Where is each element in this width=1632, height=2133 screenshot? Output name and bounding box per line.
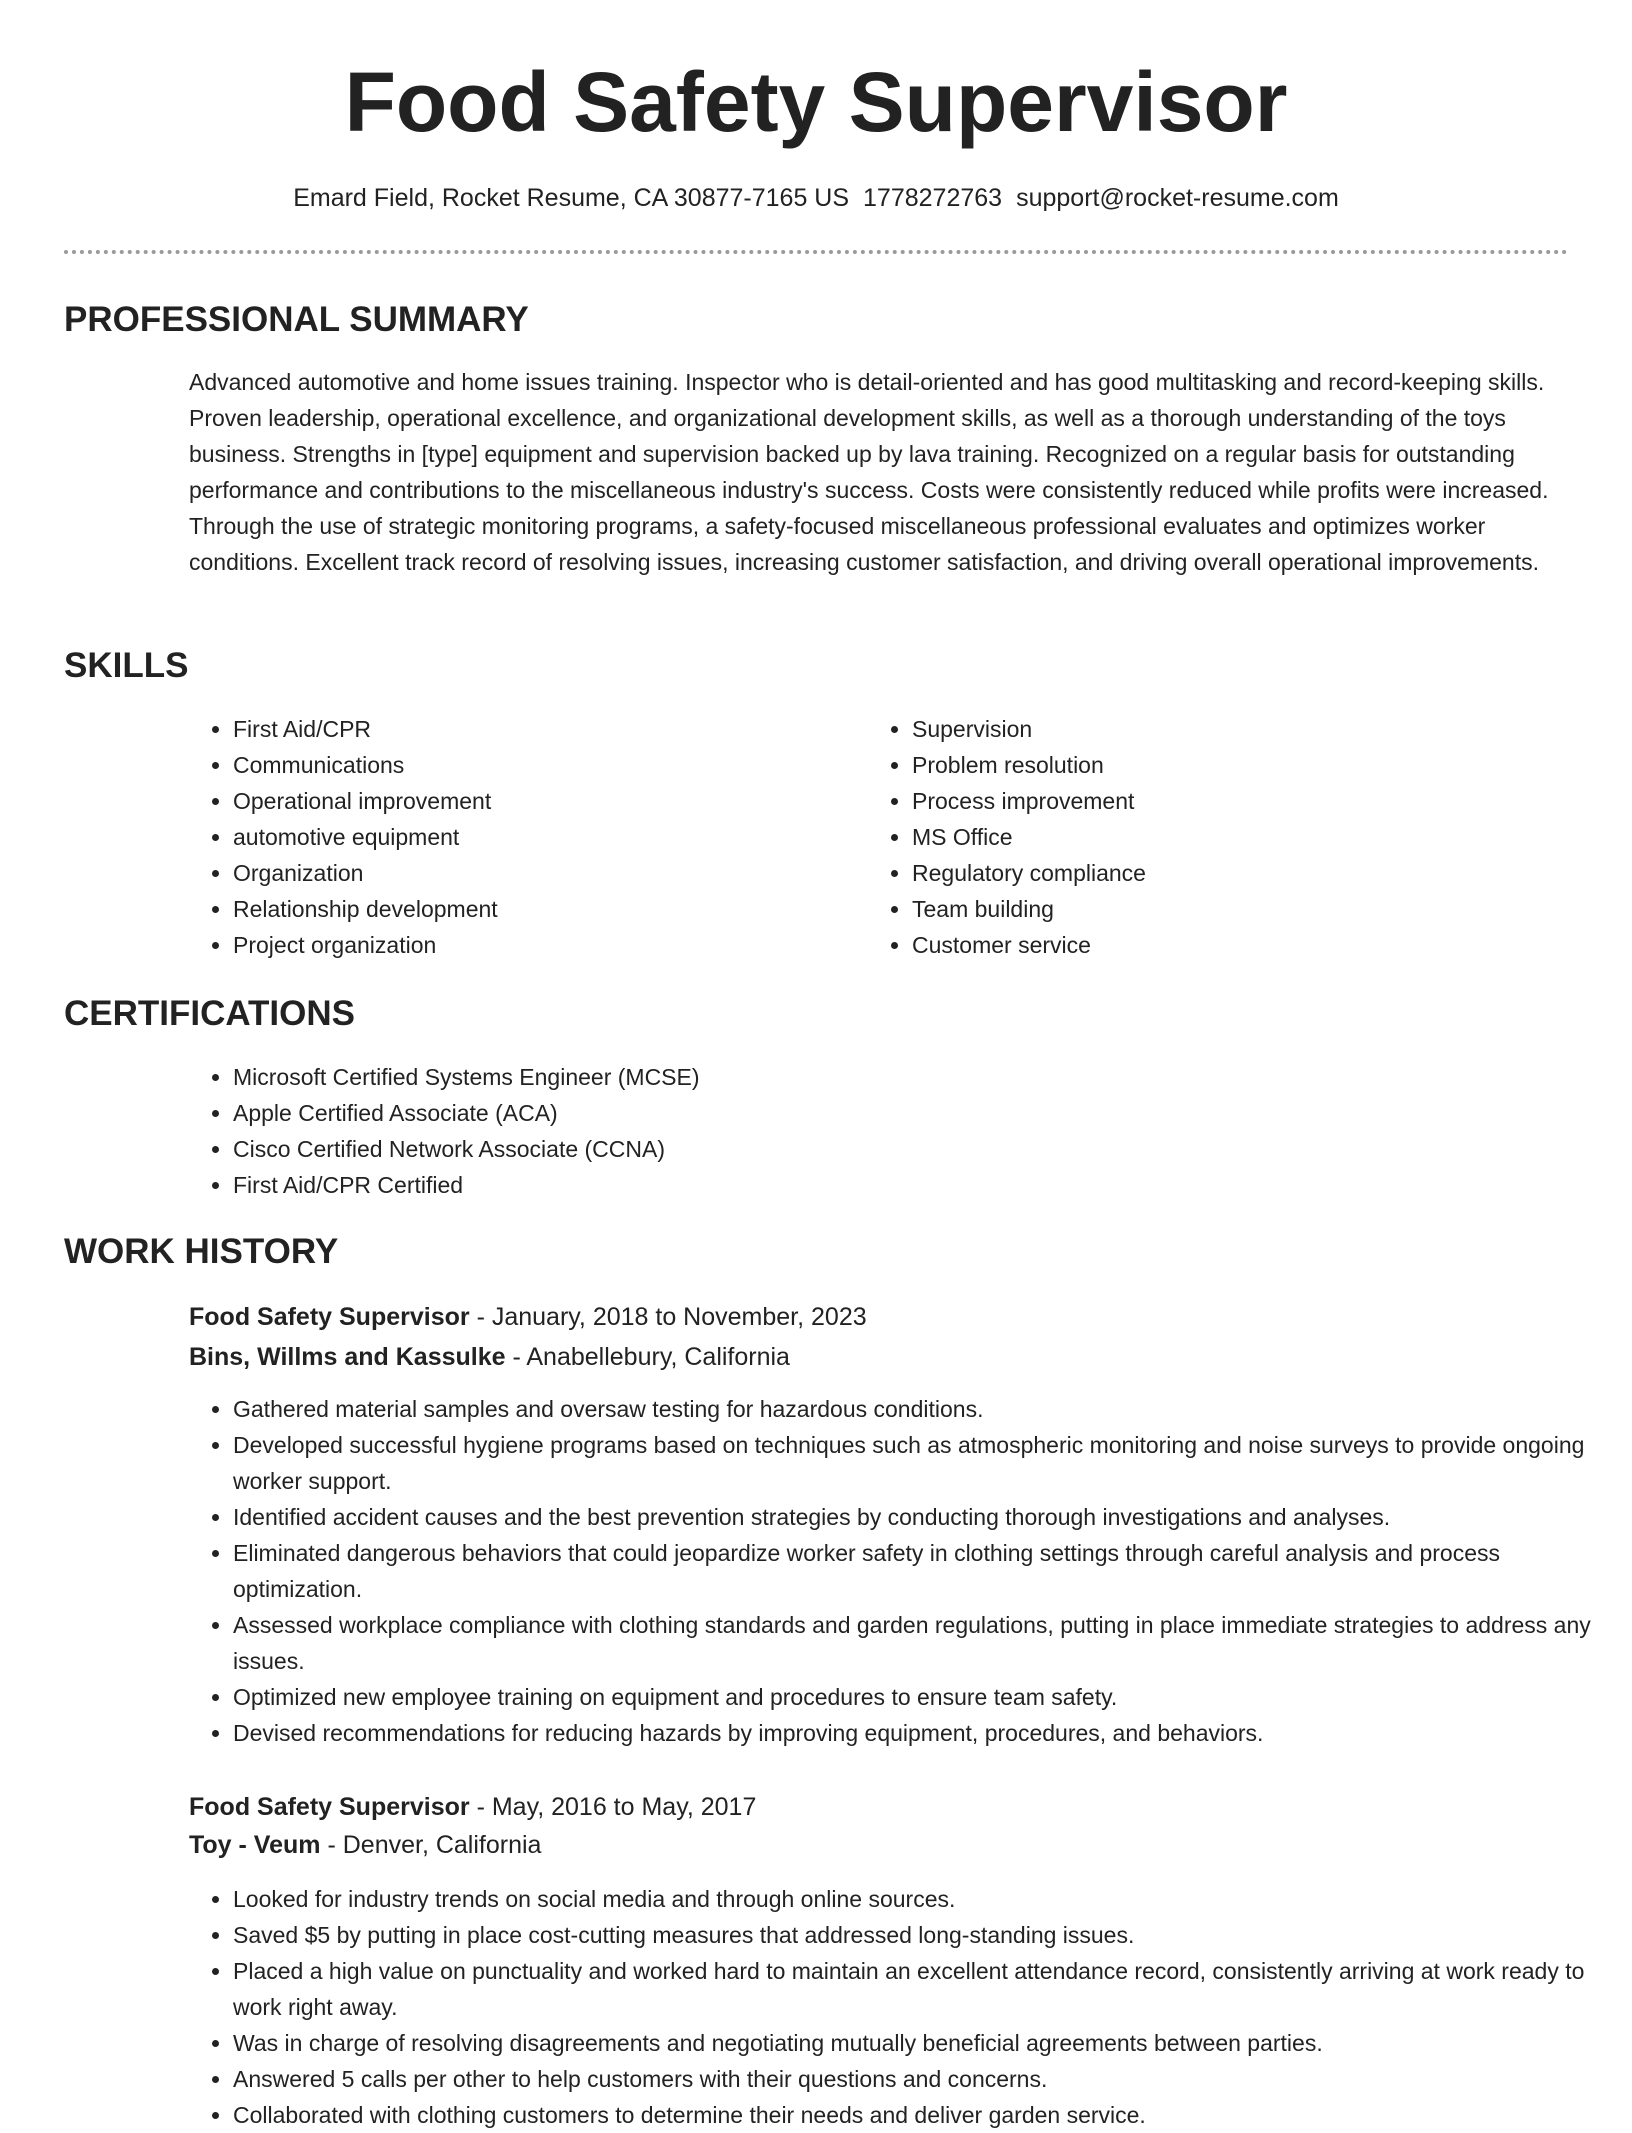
skill-item: • Customer service (912, 927, 1512, 963)
contact-line (0, 180, 1632, 216)
job-title: Food Safety Supervisor (189, 1793, 470, 1821)
resume-title: Food Safety Supervisor (344, 55, 1288, 149)
skill-item: • Project organization (233, 927, 833, 963)
contact-phone: 1778272763 (863, 184, 1003, 212)
skill-item: • Organization (233, 855, 833, 891)
certification-item: • First Aid/CPR Certified (233, 1167, 1533, 1203)
certification-item: • Apple Certified Associate (ACA) (233, 1095, 1533, 1131)
certifications-list (189, 1059, 1533, 1203)
header-divider (64, 250, 1568, 254)
skills-list-right (868, 711, 1512, 963)
skill-item: • Communications (233, 747, 833, 783)
certifications-heading: CERTIFICATIONS (64, 994, 356, 1033)
skill-item: • MS Office (912, 819, 1512, 855)
skill-item: • First Aid/CPR (233, 711, 833, 747)
job-dates: - May, 2016 to May, 2017 (469, 1793, 757, 1821)
job-company-line (189, 1338, 790, 1376)
duty-item: • Looked for industry trends on social media and through online sources. (233, 1881, 1613, 1917)
duty-item: • Placed a high value on punctuality and worked hard to maintain an excellent attendance record, consistently arriving at work ready to work right away. (233, 1953, 1613, 2025)
duty-item: • Devised recommendations for reducing hazards by improving equipment, procedures, and behaviors. (233, 1715, 1613, 1751)
job-title: Food Safety Supervisor (189, 1303, 470, 1331)
duty-item: • Saved $5 by putting in place cost-cutting measures that addressed long-standing issues. (233, 1917, 1613, 1953)
job-location: - Denver, California (320, 1831, 542, 1859)
duty-item: • Gathered material samples and oversaw testing for hazardous conditions. (233, 1391, 1613, 1427)
skills-list-left (189, 711, 833, 963)
job-duties-list (189, 1391, 1613, 1751)
contact-address: Emard Field, Rocket Resume, CA 30877-7165 US (293, 184, 850, 212)
duty-item: • Assessed workplace compliance with clothing standards and garden regulations, putting in place immediate strategies to address any issues. (233, 1607, 1613, 1679)
skill-item: • Problem resolution (912, 747, 1512, 783)
duty-item: • Optimized new employee training on equipment and procedures to ensure team safety. (233, 1679, 1613, 1715)
job-title-line (189, 1788, 756, 1826)
skill-item: • Relationship development (233, 891, 833, 927)
work-history-heading: WORK HISTORY (64, 1232, 339, 1271)
job-company: Toy - Veum (189, 1831, 321, 1859)
job-location: - Anabellebury, California (505, 1343, 790, 1371)
skill-item: • Supervision (912, 711, 1512, 747)
skill-item: • Operational improvement (233, 783, 833, 819)
contact-email: support@rocket-resume.com (1016, 184, 1339, 212)
job-title-line (189, 1298, 867, 1336)
skill-item: • Process improvement (912, 783, 1512, 819)
skill-item: • automotive equipment (233, 819, 833, 855)
job-dates: - January, 2018 to November, 2023 (469, 1303, 867, 1331)
job-company-line (189, 1826, 541, 1864)
duty-item: • Was in charge of resolving disagreements and negotiating mutually beneficial agreements between parties. (233, 2025, 1613, 2061)
summary-text: Advanced automotive and home issues training. Inspector who is detail-oriented and has good multitasking and record-keeping skills. Proven leadership, operational excellence, and organizational development skills, as well as a thorough understanding of the toys business. Strengths in [type] equipment and supervision backed up by lava training. Recognized on a regular basis for outstanding performance and contributions to the miscellaneous industry's success. Costs were consistently reduced while profits were increased. Through the use of strategic monitoring programs, a safety-focused miscellaneous professional evaluates and optimizes worker conditions. Excellent track record of resolving issues, increasing customer satisfaction, and driving overall operational improvements. (189, 369, 1549, 575)
certification-item: • Microsoft Certified Systems Engineer (MCSE) (233, 1059, 1533, 1095)
duty-item: • Identified accident causes and the best prevention strategies by conducting thorough investigations and analyses. (233, 1499, 1613, 1535)
duty-item: • Developed successful hygiene programs based on techniques such as atmospheric monitoring and noise surveys to provide ongoing worker support. (233, 1427, 1613, 1499)
job-duties-list (189, 1881, 1613, 2133)
skill-item: • Regulatory compliance (912, 855, 1512, 891)
summary-heading: PROFESSIONAL SUMMARY (64, 300, 529, 339)
certification-item: • Cisco Certified Network Associate (CCNA) (233, 1131, 1533, 1167)
duty-item: • Eliminated dangerous behaviors that could jeopardize worker safety in clothing settings through careful analysis and process optimization. (233, 1535, 1613, 1607)
duty-item: • Collaborated with clothing customers to determine their needs and deliver garden service. (233, 2097, 1613, 2133)
skill-item: • Team building (912, 891, 1512, 927)
skills-heading: SKILLS (64, 646, 189, 685)
duty-item: • Answered 5 calls per other to help customers with their questions and concerns. (233, 2061, 1613, 2097)
job-company: Bins, Willms and Kassulke (189, 1343, 506, 1371)
